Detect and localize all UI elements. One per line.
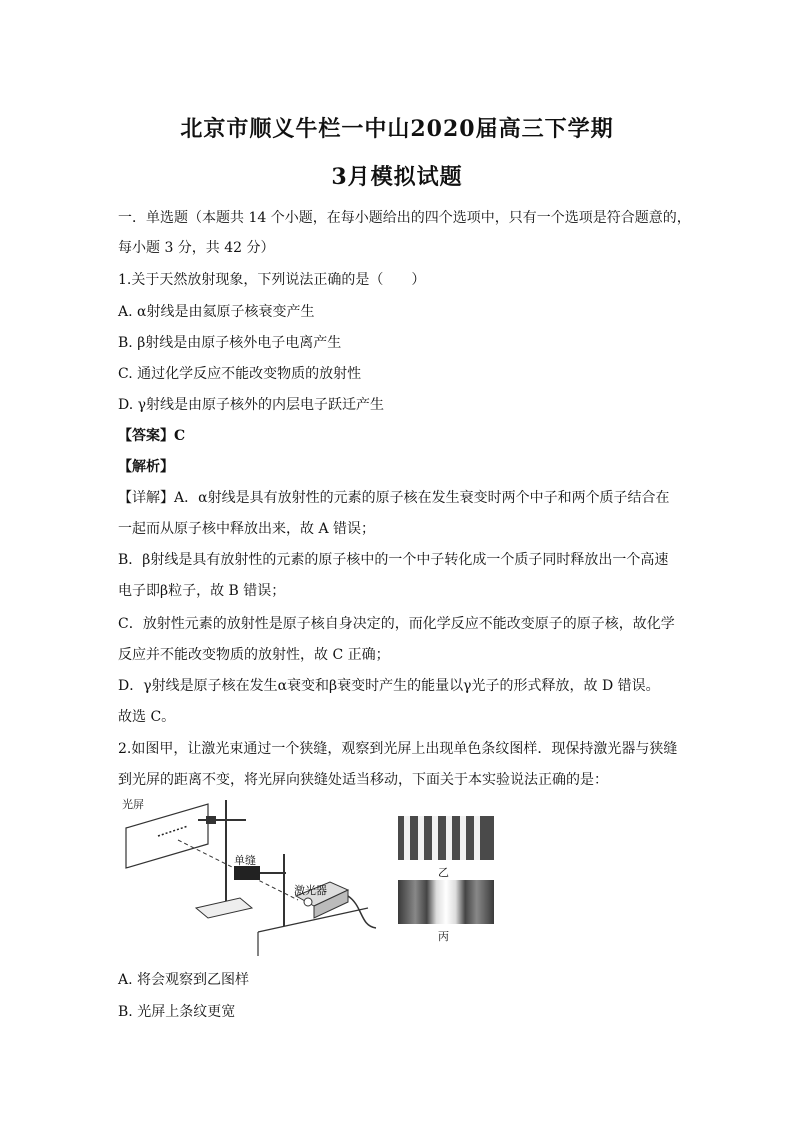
q1-stem: 1.关于天然放射现象，下列说法正确的是（ ） [118, 272, 426, 288]
q2-stem-line1: 2.如图甲，让激光束通过一个狭缝，观察到光屏上出现单色条纹图样．现保持激光器与狭缝 [118, 741, 678, 757]
slit-label: 单缝 [234, 854, 256, 867]
q1-option-d: D. γ射线是由原子核外的内层电子跃迁产生 [118, 397, 384, 413]
pattern-bing-stripes [398, 880, 494, 924]
q1-detail-line: 【详解】A．α射线是具有放射性的元素的原子核在发生衰变时两个中子和两个质子结合在 [118, 490, 670, 506]
pattern-yi-stripes [398, 816, 494, 860]
q1-detail-line: D．γ射线是原子核在发生α衰变和β衰变时产生的能量以γ光子的形式释放，故 D 错误。 [118, 678, 660, 694]
q2-option-b: B. 光屏上条纹更宽 [118, 1004, 236, 1020]
q1-detail-line: 一起而从原子核中释放出来，故 A 错误； [118, 521, 376, 537]
q1-option-a: A. α射线是由氦原子核衰变产生 [118, 304, 315, 320]
q1-answer: 【答案】C [118, 428, 186, 444]
q1-option-b: B. β射线是由原子核外电子电离产生 [118, 335, 342, 351]
document-subtitle: 3月模拟试题 [331, 164, 463, 190]
section-heading-line1: 一．单选题（本题共 14 个小题，在每小题给出的四个选项中，只有一个选项是符合题意的， [118, 210, 691, 226]
q1-option-c: C. 通过化学反应不能改变物质的放射性 [118, 366, 362, 382]
pattern-bing-caption: 丙 [438, 930, 449, 943]
q1-detail-line: 电子即β粒子，故 B 错误； [118, 583, 286, 599]
q1-detail-line: B．β射线是具有放射性的元素的原子核中的一个中子转化成一个质子同时释放出一个高速 [118, 552, 669, 568]
q1-detail-line: 反应并不能改变物质的放射性，故 C 正确； [118, 647, 390, 663]
q1-detail-line: C．放射性元素的放射性是原子核自身决定的，而化学反应不能改变原子的原子核，故化学 [118, 616, 675, 632]
apparatus-drawing [118, 796, 388, 956]
q1-detail-line: 故选 C。 [118, 709, 176, 725]
document-title: 北京市顺义牛栏一中山2020届高三下学期 [180, 116, 614, 142]
pattern-bing-panel [398, 880, 494, 924]
laser-label: 激光器 [294, 884, 327, 897]
pattern-yi-caption: 乙 [438, 866, 449, 879]
q1-analysis-label: 【解析】 [118, 459, 174, 475]
q2-stem-line2: 到光屏的距离不变，将光屏向狭缝处适当移动，下面关于本实验说法正确的是： [118, 772, 608, 788]
q2-option-a: A. 将会观察到乙图样 [118, 972, 250, 988]
pattern-yi-panel [398, 816, 494, 860]
screen-label: 光屏 [122, 798, 144, 811]
section-heading-line2: 每小题 3 分，共 42 分） [118, 240, 275, 256]
